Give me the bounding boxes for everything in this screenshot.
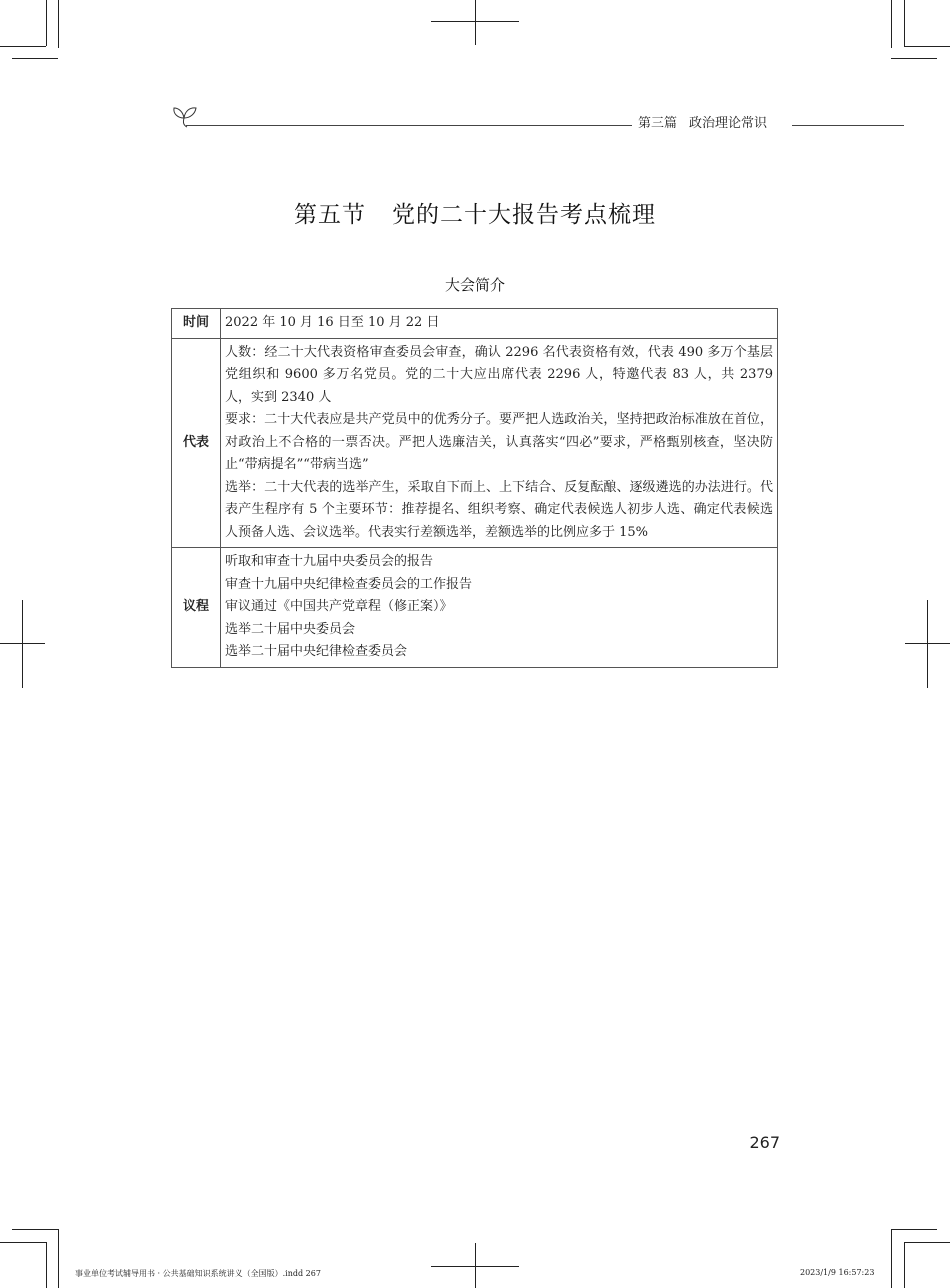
row-line: 人数：经二十大代表资格审查委员会审查，确认 2296 名代表资格有效，代表 490 多万个基层党组织和 9600 多万名党员。党的二十大应出席代表 2296 人，特邀代表 83 人，共 2379 人，实到 2340 人	[225, 344, 773, 405]
print-slug-timestamp: 2023/1/9 16:57:23	[800, 1268, 875, 1277]
crop-mark	[0, 1242, 46, 1243]
row-line: 选举二十届中央委员会	[225, 621, 356, 637]
header-subject: 政治理论常识	[689, 116, 768, 131]
row-label: 代表	[172, 338, 221, 548]
row-content	[221, 338, 778, 548]
header-part: 第三篇	[638, 116, 678, 131]
row-content	[221, 548, 778, 668]
header-rule	[792, 125, 904, 126]
row-line: 选举二十届中央纪律检查委员会	[225, 644, 408, 659]
table-row	[172, 548, 778, 668]
row-line: 审议通过《中国共产党章程（修正案）》	[225, 599, 453, 614]
row-line: 审查十九届中央纪律检查委员会的工作报告	[225, 576, 473, 592]
crop-mark	[891, 1229, 937, 1230]
running-header	[638, 115, 767, 133]
row-line: 选举：二十大代表的选举产生，采取自下而上、上下结合、反复酝酿、逐级遴选的办法进行。代表产生程序有 5 个主要环节：推荐提名、组织考察、确定代表候选人初步人选、确定代表候选人预备人选、会议选举。代表实行差额选举，差额选举的比例应多于 15%	[225, 479, 773, 540]
crop-mark	[905, 643, 950, 644]
summary-table	[171, 308, 778, 668]
row-line: 要求：二十大代表应是共产党员中的优秀分子。要严把人选政治关，坚持把政治标准放在首位，对政治上不合格的一票否决。严把人选廉洁关，认真落实“四必”要求，严格甄别核查，坚决防止“带病提名”“带病当选”	[225, 412, 773, 472]
crop-mark	[12, 58, 58, 59]
crop-mark	[904, 46, 950, 47]
print-slug-file: 事业单位考试辅导用书 · 公共基础知识系统讲义（全国版）.indd 267	[75, 1269, 321, 1278]
table-row	[172, 309, 778, 339]
table-row	[172, 338, 778, 548]
crop-mark	[58, 0, 59, 48]
crop-mark	[12, 1229, 58, 1230]
page-number: 267	[749, 1133, 780, 1152]
crop-mark	[927, 600, 928, 688]
header-rule	[186, 125, 632, 126]
crop-mark	[475, 0, 476, 45]
crop-mark	[891, 0, 892, 48]
section-heading: 党的二十大报告考点梳理	[392, 202, 656, 228]
crop-mark	[475, 1243, 476, 1288]
crop-mark	[46, 1242, 47, 1288]
crop-mark	[891, 1229, 892, 1288]
crop-mark	[58, 1229, 59, 1288]
crop-mark	[0, 643, 45, 644]
row-label: 议程	[172, 548, 221, 668]
crop-mark	[904, 0, 905, 46]
row-line: 2022 年 10 月 16 日至 10 月 22 日	[225, 315, 440, 330]
crop-mark	[22, 600, 23, 688]
row-line: 听取和审查十九届中央委员会的报告	[225, 554, 434, 569]
crop-mark	[904, 1242, 905, 1288]
crop-mark	[0, 46, 46, 47]
row-content	[221, 309, 778, 339]
section-title	[0, 200, 950, 230]
section-number: 第五节	[294, 202, 366, 228]
row-label: 时间	[172, 309, 221, 339]
crop-mark	[904, 1242, 950, 1243]
crop-mark	[46, 0, 47, 46]
table-title: 大会简介	[444, 276, 505, 294]
crop-mark	[891, 58, 937, 59]
